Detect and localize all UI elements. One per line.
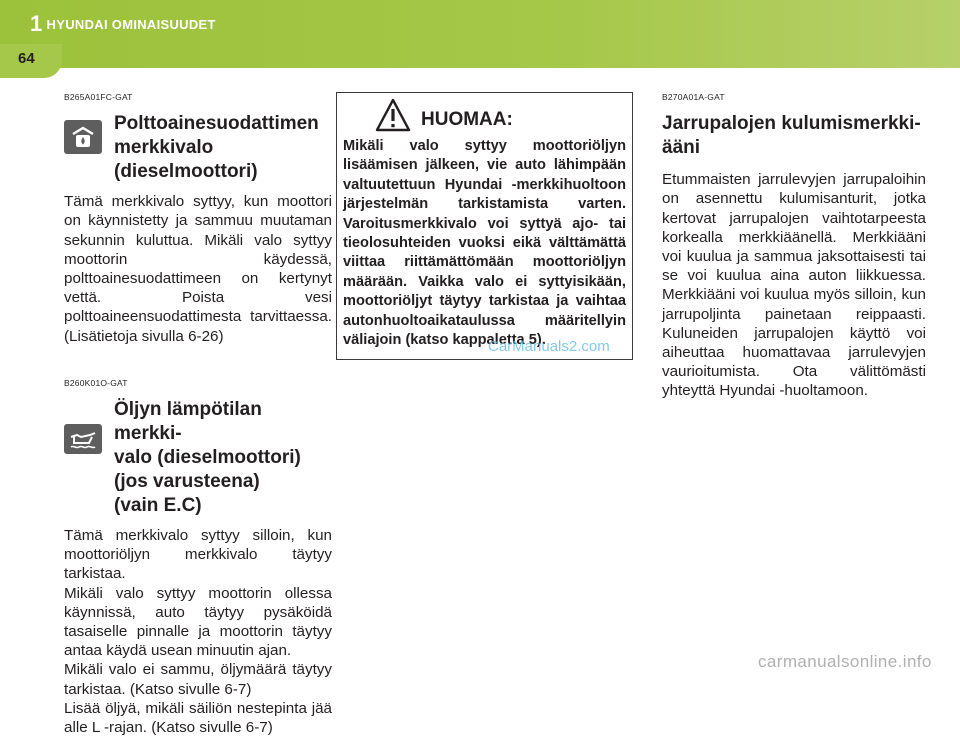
section-code: B270A01A-GAT bbox=[662, 92, 725, 102]
fuel-filter-text bbox=[64, 192, 332, 346]
oil-temperature-icon bbox=[64, 424, 102, 454]
paragraph: Tämä merkkivalo syttyy, kun moottori on käynnistetty ja sammuu muutaman sekunnin kuluttua. Mikäli valo syttyy moottorin käydessä, polttoainesuodattimeen on kertynyt vettä. Poista vesi polttoaineensuodattimesta tarvittaessa. (Lisätietoja sivulla 6-26) bbox=[64, 193, 332, 345]
heading-line: (vain E.C) bbox=[114, 495, 202, 517]
paragraph: Mikäli valo ei sammu, öljymäärä täytyy tarkistaa. (Katso sivulle 6-7) bbox=[64, 661, 332, 698]
oil-temp-heading bbox=[114, 398, 332, 518]
right-column bbox=[662, 88, 926, 401]
paragraph: Mikäli valo syttyy moottorin ollessa käynnissä, auto täytyy pysäköidä tasaiselle pinnalle ja moottorin täytyy antaa käydä usean minuutin ajan. bbox=[64, 584, 332, 660]
paragraph: Lisää öljyä, mikäli säiliön nestepinta jää alle L -rajan. (Katso sivulle 6-7) bbox=[64, 699, 332, 737]
warning-title: HUOMAA: bbox=[421, 109, 513, 130]
fuel-filter-heading-block bbox=[64, 112, 332, 184]
heading-line: valo (dieselmoottori) bbox=[114, 447, 301, 469]
brake-wear-text bbox=[662, 170, 926, 400]
section-code: B265A01FC-GAT bbox=[64, 92, 133, 102]
warning-header bbox=[375, 93, 632, 137]
paragraph: Tämä merkkivalo syttyy silloin, kun moottoriöljyn merkkivalo täytyy tarkistaa. bbox=[64, 527, 332, 583]
heading-line: Polttoainesuodattimen bbox=[114, 113, 319, 135]
brake-wear-heading bbox=[662, 112, 926, 160]
heading-line: (jos varusteena) bbox=[114, 471, 260, 493]
oil-temp-heading-block bbox=[64, 398, 332, 518]
heading-line: ääni bbox=[662, 137, 701, 159]
fuel-filter-heading bbox=[114, 112, 319, 184]
oil-temp-text bbox=[64, 526, 332, 737]
watermark-footer: carmanualsonline.info bbox=[758, 652, 932, 671]
chapter-title-text: HYUNDAI OMINAISUUDET bbox=[46, 16, 216, 32]
left-column bbox=[64, 88, 332, 737]
heading-line: (dieselmoottori) bbox=[114, 161, 258, 183]
heading-line: Jarrupalojen kulumismerkki- bbox=[662, 113, 921, 135]
paragraph: Etummaisten jarrulevyjen jarrupaloihin on asennettu kulumisanturit, jotka kertovat jarrupalojen vaihtotarpeesta korkealla merkkiäänellä. Merkkiääni voi kuulua ja sammua jaksottaisesti tai se voi kuulua aina auton liikkuessa. Merkkiääni voi kuulua myös silloin, kun jarrupoljinta painetaan reippaasti. Kuluneiden jarrupalojen käyttö voi aiheuttaa huomattavaa jarrulevyjen vaurioitumista. Ota välittömästi yhteyttä Hyundai -huoltamoon. bbox=[662, 171, 926, 400]
heading-line: Öljyn lämpötilan merkki- bbox=[114, 399, 262, 445]
page-number: 64 bbox=[18, 50, 35, 67]
heading-line: merkkivalo bbox=[114, 137, 214, 159]
watermark-center: CarManuals2.com bbox=[488, 338, 610, 355]
warning-triangle-icon bbox=[375, 98, 411, 137]
fuel-filter-icon bbox=[64, 120, 102, 154]
chapter-title bbox=[30, 10, 216, 38]
warning-text: Mikäli valo syttyy moottoriöljyn lisäämisen jälkeen, vie auto lähimpään valtuutettuun Hyundai -merkkihuoltoon järjestelmän tarkistamista varten. Varoitusmerkkivalo voi syttyä ajo- tai tieolosuhteiden vuoksi eikä välttämättä viittaa riittämättömään moottoriöljyn määrään. Vaikka valo ei syttyisikään, moottoriöljyt täytyy tarkistaa ja vaihtaa autonhuoltoaikataulussa määritellyin väliajoin (katso kappaletta 5). bbox=[343, 138, 626, 349]
warning-box bbox=[336, 92, 633, 360]
chapter-number: 1 bbox=[30, 11, 43, 36]
section-code: B260K01O-GAT bbox=[64, 377, 128, 388]
